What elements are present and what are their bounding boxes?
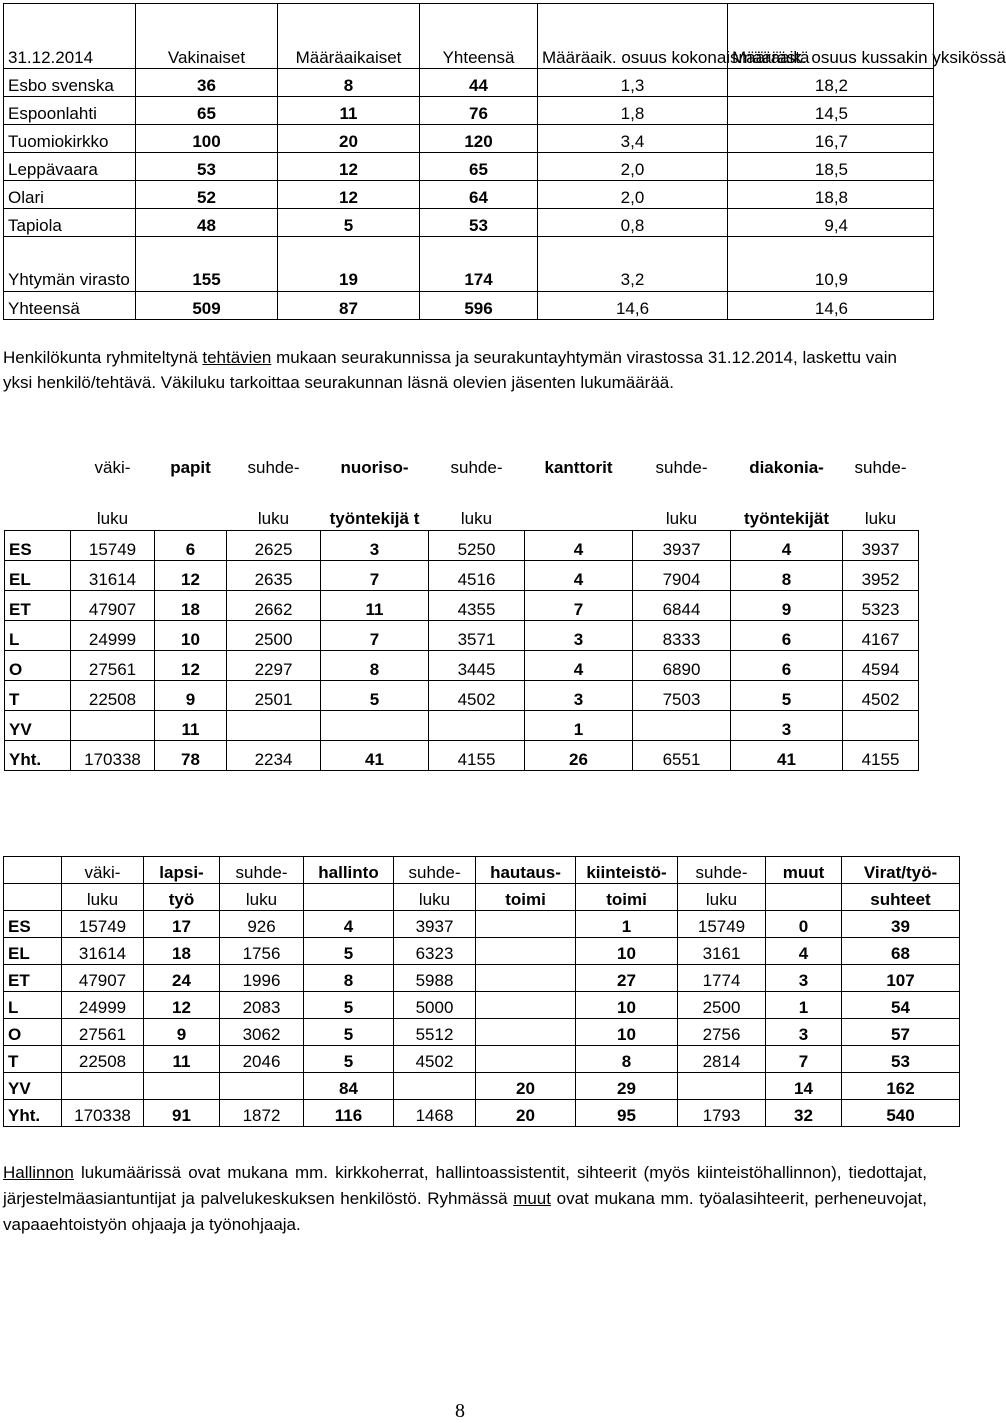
table-cell: 4516 [429, 561, 525, 591]
table-cell: 5250 [429, 531, 525, 561]
table-row [4, 1019, 960, 1046]
table-cell: 64 [420, 181, 538, 209]
table-cell: 2662 [227, 591, 321, 621]
table-cell: 53 [842, 1046, 960, 1073]
column-header: Määräaikaiset [278, 4, 420, 69]
column-header: hallinto [304, 857, 394, 884]
column-header: lapsi- [144, 857, 220, 884]
table-cell: 120 [420, 125, 538, 153]
row-label: T [5, 681, 71, 711]
table-header-row [4, 884, 960, 911]
page-number: 8 [455, 1400, 465, 1422]
table-row [4, 292, 934, 320]
row-label: Yht. [5, 741, 71, 771]
table-cell: 1756 [220, 938, 304, 965]
table-cell: 2,0 [538, 181, 728, 209]
unit-name: Espoonlahti [4, 97, 136, 125]
table-cell: 22508 [71, 681, 155, 711]
column-header: luku [843, 478, 919, 531]
column-header: luku [678, 884, 766, 911]
table-cell: 3952 [843, 561, 919, 591]
unit-name: Esbo svenska [4, 69, 136, 97]
table-cell: 1774 [678, 965, 766, 992]
table-row [4, 153, 934, 181]
row-label: L [5, 621, 71, 651]
table-row [4, 911, 960, 938]
table-cell: 1793 [678, 1100, 766, 1127]
column-header: luku [71, 478, 155, 531]
column-header: luku [633, 478, 731, 531]
table-header-row [5, 447, 919, 478]
table-cell: 6 [155, 531, 227, 561]
table-cell: 27 [576, 965, 678, 992]
column-header: luku [394, 884, 476, 911]
row-label: Yht. [4, 1100, 62, 1127]
table-cell: 18,8 [728, 181, 934, 209]
table-cell: 11 [278, 97, 420, 125]
table-cell: 3 [525, 681, 633, 711]
table-cell: 11 [321, 591, 429, 621]
row-label: ES [4, 911, 62, 938]
table-cell: 18 [144, 938, 220, 965]
table-cell [62, 1073, 144, 1100]
column-header: luku [227, 478, 321, 531]
column-header: diakonia- [749, 458, 824, 477]
table-cell: 7 [525, 591, 633, 621]
column-header: väki- [62, 857, 144, 884]
table-cell: 6890 [633, 651, 731, 681]
column-header [5, 447, 71, 478]
column-header: nuoriso- [340, 458, 409, 477]
table-cell: 17 [144, 911, 220, 938]
table-cell: 2625 [227, 531, 321, 561]
table-cell: 19 [278, 237, 420, 292]
table-row [4, 181, 934, 209]
column-header: Yhteensä [420, 4, 538, 69]
column-header: kanttorit [544, 458, 613, 477]
table-cell: 53 [420, 209, 538, 237]
table-cell: 20 [278, 125, 420, 153]
table-cell: 1468 [394, 1100, 476, 1127]
row-label: O [5, 651, 71, 681]
table-cell: 8 [731, 561, 843, 591]
table-cell [476, 911, 576, 938]
table-cell: 41 [321, 741, 429, 771]
staff-by-unit-table [3, 3, 1006, 320]
column-header: luku [429, 478, 525, 531]
column-header: papit [170, 458, 211, 477]
table-cell: 7 [766, 1046, 842, 1073]
table-cell: 14 [766, 1073, 842, 1100]
column-header: toimi [476, 884, 576, 911]
table-row [5, 561, 919, 591]
table-cell: 78 [155, 741, 227, 771]
table-cell: 31614 [71, 561, 155, 591]
table-row [4, 209, 934, 237]
unit-name: Tuomiokirkko [4, 125, 136, 153]
table-cell: 1872 [220, 1100, 304, 1127]
table-cell: 44 [420, 69, 538, 97]
column-header [525, 478, 633, 531]
table-cell: 27561 [62, 1019, 144, 1046]
table-cell: 155 [136, 237, 278, 292]
column-header: Virat/työ- [842, 857, 960, 884]
table-cell: 2046 [220, 1046, 304, 1073]
column-header: suhteet [842, 884, 960, 911]
table-cell [144, 1073, 220, 1100]
table-cell: 596 [420, 292, 538, 320]
row-label: ET [5, 591, 71, 621]
table-cell: 8333 [633, 621, 731, 651]
table-row [5, 651, 919, 681]
column-header: suhde- [854, 458, 907, 477]
table-cell: 6844 [633, 591, 731, 621]
table-cell: 5 [304, 1046, 394, 1073]
table-cell: 5988 [394, 965, 476, 992]
table-cell: 41 [731, 741, 843, 771]
staff-ratio-table-2 [3, 856, 960, 1127]
table-cell: 10 [155, 621, 227, 651]
table-cell: 4 [731, 531, 843, 561]
table-cell [678, 1073, 766, 1100]
column-header: työ [144, 884, 220, 911]
table-cell: 1 [525, 711, 633, 741]
table-cell: 1996 [220, 965, 304, 992]
table-cell: 54 [842, 992, 960, 1019]
table-cell: 1,3 [538, 69, 728, 97]
table-cell: 5 [304, 938, 394, 965]
table-cell: 47907 [62, 965, 144, 992]
unit-name: Tapiola [4, 209, 136, 237]
table-cell: 76 [420, 97, 538, 125]
row-label: EL [5, 561, 71, 591]
table-cell: 3 [766, 1019, 842, 1046]
column-header: luku [62, 884, 144, 911]
table-row [4, 69, 934, 97]
table-cell: 47907 [71, 591, 155, 621]
table-header-row [4, 4, 934, 69]
table-cell: 3 [766, 965, 842, 992]
table-cell: 3,4 [538, 125, 728, 153]
table-cell: 170338 [71, 741, 155, 771]
table-cell: 12 [278, 153, 420, 181]
table-cell: 31614 [62, 938, 144, 965]
table-row [4, 965, 960, 992]
column-header: suhde- [450, 458, 503, 477]
table-cell: 1 [576, 911, 678, 938]
table-cell: 11 [144, 1046, 220, 1073]
table-cell [321, 711, 429, 741]
table-cell: 3937 [843, 531, 919, 561]
table-row [5, 741, 919, 771]
unit-name: Leppävaara [4, 153, 136, 181]
row-label: L [4, 992, 62, 1019]
table-cell: 52 [136, 181, 278, 209]
table-cell: 65 [420, 153, 538, 181]
table-cell: 8 [576, 1046, 678, 1073]
table-cell: 3 [525, 621, 633, 651]
table-row [5, 591, 919, 621]
table-cell: 6323 [394, 938, 476, 965]
table-cell: 100 [136, 125, 278, 153]
table-cell: 2501 [227, 681, 321, 711]
table-header-row [4, 857, 960, 884]
column-header: Määräaik. osuus kokonaismäärästä [538, 4, 728, 69]
table-row [4, 1100, 960, 1127]
table-cell: 12 [278, 181, 420, 209]
table-row [5, 531, 919, 561]
table-cell: 5512 [394, 1019, 476, 1046]
table-cell [476, 1046, 576, 1073]
table-cell: 0,8 [538, 209, 728, 237]
column-header: työntekijät [731, 478, 843, 531]
table-cell: 10,9 [728, 237, 934, 292]
column-header: suhde- [655, 458, 708, 477]
table-cell: 4 [304, 911, 394, 938]
table-cell: 3062 [220, 1019, 304, 1046]
table-cell: 36 [136, 69, 278, 97]
table-cell: 1,8 [538, 97, 728, 125]
table-cell: 7503 [633, 681, 731, 711]
table-cell: 5 [278, 209, 420, 237]
column-header [5, 478, 71, 531]
table-cell: 5323 [843, 591, 919, 621]
table-cell [633, 711, 731, 741]
table-cell [476, 1019, 576, 1046]
table-cell [843, 711, 919, 741]
column-header: työntekijä t [321, 478, 429, 531]
table-cell [227, 711, 321, 741]
table-cell: 2297 [227, 651, 321, 681]
table-row [4, 97, 934, 125]
table-cell: 2234 [227, 741, 321, 771]
row-label: EL [4, 938, 62, 965]
table-cell: 8 [304, 965, 394, 992]
table-cell: 18 [155, 591, 227, 621]
unit-name: Yhtymän virasto [4, 237, 136, 292]
table-cell: 3571 [429, 621, 525, 651]
table-cell [476, 965, 576, 992]
table-cell: 68 [842, 938, 960, 965]
table-cell: 65 [136, 97, 278, 125]
table-cell: 4 [766, 938, 842, 965]
table-cell: 16,7 [728, 125, 934, 153]
table-cell [71, 711, 155, 741]
table-cell: 4167 [843, 621, 919, 651]
column-header: muut [766, 857, 842, 884]
row-label: O [4, 1019, 62, 1046]
row-label: ES [5, 531, 71, 561]
table-cell: 4 [525, 531, 633, 561]
table-cell: 18,5 [728, 153, 934, 181]
column-header [304, 884, 394, 911]
table-cell: 10 [576, 992, 678, 1019]
table-cell: 3,2 [538, 237, 728, 292]
table-cell: 48 [136, 209, 278, 237]
table-cell: 540 [842, 1100, 960, 1127]
table-cell: 15749 [71, 531, 155, 561]
table-cell: 5 [304, 1019, 394, 1046]
table-cell: 8 [321, 651, 429, 681]
table-cell: 9 [144, 1019, 220, 1046]
table-cell: 4155 [429, 741, 525, 771]
row-label: YV [4, 1073, 62, 1100]
column-header: toimi [576, 884, 678, 911]
table-cell: 15749 [62, 911, 144, 938]
column-header: luku [220, 884, 304, 911]
table-cell: 22508 [62, 1046, 144, 1073]
table-cell: 170338 [62, 1100, 144, 1127]
table-cell: 15749 [678, 911, 766, 938]
table-cell: 14,6 [538, 292, 728, 320]
table-cell: 6551 [633, 741, 731, 771]
table-cell: 84 [304, 1073, 394, 1100]
table-cell: 14,6 [728, 292, 934, 320]
table-row [5, 711, 919, 741]
table-row [4, 938, 960, 965]
column-header: Määräaik. osuus kussakin yksikössä [728, 4, 934, 69]
table-cell: 4502 [843, 681, 919, 711]
table-cell: 8 [278, 69, 420, 97]
column-header: suhde- [678, 857, 766, 884]
table-cell: 20 [476, 1073, 576, 1100]
table-cell: 9 [155, 681, 227, 711]
table-cell: 2500 [227, 621, 321, 651]
table-cell: 57 [842, 1019, 960, 1046]
column-header: kiinteistö- [576, 857, 678, 884]
table-cell: 4594 [843, 651, 919, 681]
table-cell: 5 [321, 681, 429, 711]
table-cell: 24 [144, 965, 220, 992]
table-cell [476, 938, 576, 965]
table-cell: 174 [420, 237, 538, 292]
table-cell: 91 [144, 1100, 220, 1127]
table-cell: 12 [155, 651, 227, 681]
table-cell: 7 [321, 621, 429, 651]
row-label: T [4, 1046, 62, 1073]
table-cell: 2635 [227, 561, 321, 591]
table-cell: 3 [731, 711, 843, 741]
table-cell: 116 [304, 1100, 394, 1127]
column-header: suhde- [394, 857, 476, 884]
table-row [5, 681, 919, 711]
table-row [4, 1073, 960, 1100]
column-header [155, 478, 227, 531]
table-cell: 53 [136, 153, 278, 181]
row-label: ET [4, 965, 62, 992]
table-cell: 4155 [843, 741, 919, 771]
table-cell: 20 [476, 1100, 576, 1127]
table-cell: 9 [731, 591, 843, 621]
column-header: väki- [94, 458, 131, 477]
table-cell: 95 [576, 1100, 678, 1127]
table-cell: 4502 [429, 681, 525, 711]
table-cell: 2814 [678, 1046, 766, 1073]
table-cell: 3937 [394, 911, 476, 938]
table-cell: 3161 [678, 938, 766, 965]
table-cell: 107 [842, 965, 960, 992]
table-cell: 2083 [220, 992, 304, 1019]
table-cell: 926 [220, 911, 304, 938]
table-row [4, 1046, 960, 1073]
table-row [4, 125, 934, 153]
table-cell: 7 [321, 561, 429, 591]
table-cell: 29 [576, 1073, 678, 1100]
column-header: suhde- [220, 857, 304, 884]
table-cell: 0 [766, 911, 842, 938]
unit-name: Yhteensä [4, 292, 136, 320]
staff-grouping-description: Henkilökunta ryhmiteltynä tehtävien mukaan seurakunnissa ja seurakuntayhtymän virastossa 31.12.2014, laskettu vain yksi henkilö/tehtävä. Väkiluku tarkoittaa seurakunnan läsnä olevien jäsenten lukumäärää. [3, 348, 897, 392]
table-cell: 12 [155, 561, 227, 591]
table-cell: 39 [842, 911, 960, 938]
column-header: suhde- [247, 458, 300, 477]
table-cell: 509 [136, 292, 278, 320]
column-header: Vakinaiset [136, 4, 278, 69]
table-cell: 3937 [633, 531, 731, 561]
table-cell: 4355 [429, 591, 525, 621]
table-cell: 11 [155, 711, 227, 741]
table-cell: 3 [321, 531, 429, 561]
table-cell: 24999 [62, 992, 144, 1019]
table-cell: 12 [144, 992, 220, 1019]
table-cell: 5000 [394, 992, 476, 1019]
table-cell: 2,0 [538, 153, 728, 181]
table-cell: 9,4 [728, 209, 934, 237]
table-row [5, 621, 919, 651]
column-header [4, 884, 62, 911]
table-cell: 10 [576, 938, 678, 965]
table-cell: 4502 [394, 1046, 476, 1073]
column-header [766, 884, 842, 911]
table-cell: 2500 [678, 992, 766, 1019]
table-header-row [5, 478, 919, 531]
table-cell: 6 [731, 651, 843, 681]
table-row [4, 992, 960, 1019]
table-cell: 1 [766, 992, 842, 1019]
table-cell: 10 [576, 1019, 678, 1046]
table-cell [429, 711, 525, 741]
table-cell [394, 1073, 476, 1100]
table-cell: 7904 [633, 561, 731, 591]
column-header: hautaus- [476, 857, 576, 884]
table-cell: 26 [525, 741, 633, 771]
table-cell: 27561 [71, 651, 155, 681]
table-cell [220, 1073, 304, 1100]
table-cell: 87 [278, 292, 420, 320]
table-cell: 2756 [678, 1019, 766, 1046]
table-cell: 162 [842, 1073, 960, 1100]
table-cell: 3445 [429, 651, 525, 681]
table-cell: 4 [525, 651, 633, 681]
table-cell: 5 [304, 992, 394, 1019]
table-cell [476, 992, 576, 1019]
table-cell: 14,5 [728, 97, 934, 125]
table-cell: 32 [766, 1100, 842, 1127]
column-header: 31.12.2014 [4, 4, 136, 69]
row-label: YV [5, 711, 71, 741]
table-cell: 24999 [71, 621, 155, 651]
administration-note: Hallinnon lukumäärissä ovat mukana mm. kirkkoherrat, hallintoassistentit, sihteerit (myös kiinteistöhallinnon), tiedottajat, järjestelmäasiantuntijat ja palvelukeskuksen henkilöstö. Ryhmässä muut ovat mukana mm. työalasihteerit, perheneuvojat, vapaaehtoistyön ohjaaja ja työnohjaaja. [3, 1163, 927, 1234]
table-cell: 18,2 [728, 69, 934, 97]
table-cell: 4 [525, 561, 633, 591]
unit-name: Olari [4, 181, 136, 209]
column-header [4, 857, 62, 884]
staff-ratio-table-1 [4, 447, 919, 771]
table-row [4, 237, 934, 292]
table-cell: 5 [731, 681, 843, 711]
table-cell: 6 [731, 621, 843, 651]
